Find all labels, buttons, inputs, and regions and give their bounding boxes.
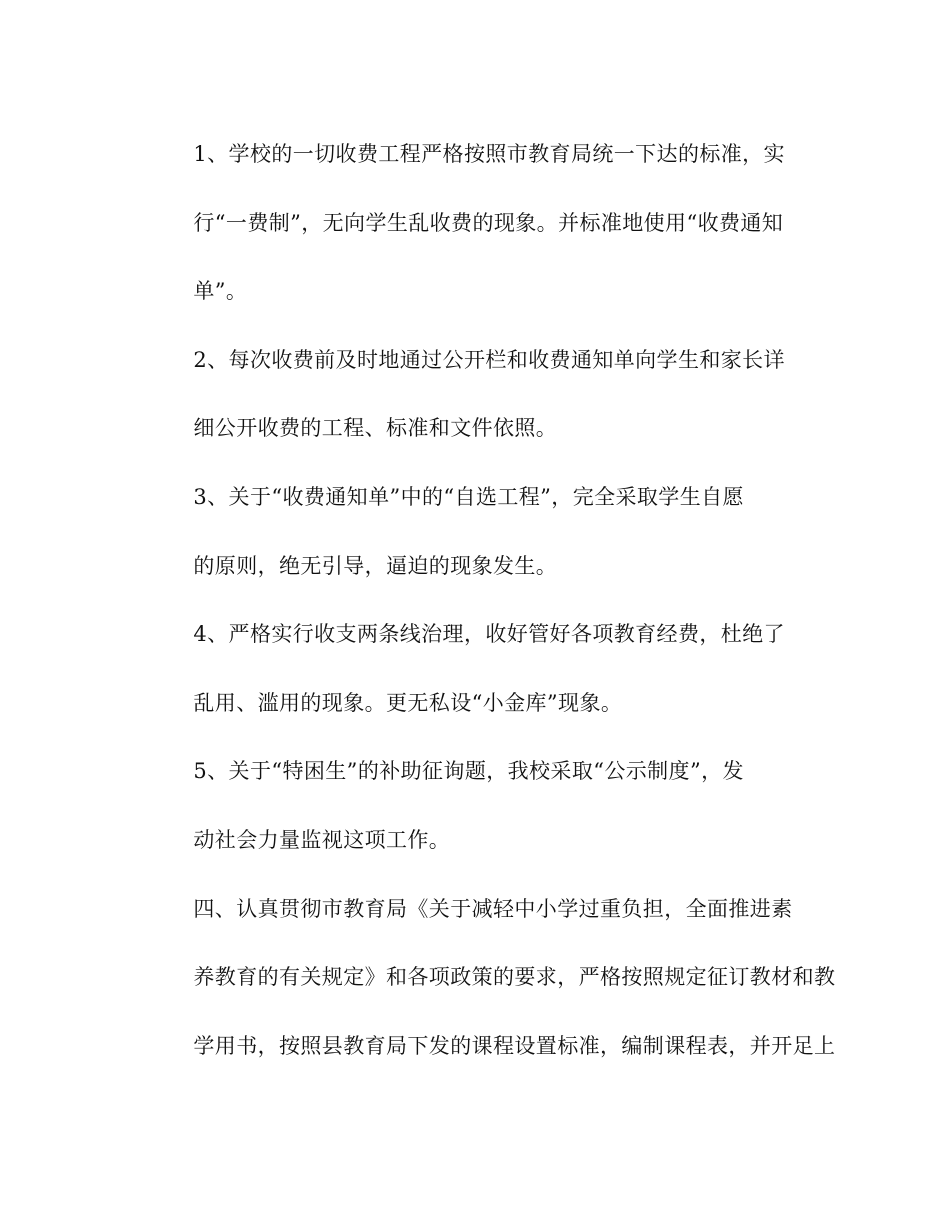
document-body	[143, 120, 836, 1080]
text-line: 的原则，绝无引导，逼迫的现象发生。	[193, 553, 558, 578]
text-line: 3、关于“收费通知单”中的“自选工程”，完全采取学生自愿	[193, 484, 744, 509]
text-line: 2、每次收费前及时地通过公开栏和收费通知单向学生和家长详	[193, 347, 785, 372]
text-line: 学用书，按照县教育局下发的课程设置标准，编制课程表，并开足上	[193, 1033, 836, 1058]
text-line: 4、严格实行收支两条线治理，收好管好各项教育经费，杜绝了	[193, 622, 785, 647]
text-line: 动社会力量监视这项工作。	[193, 827, 451, 852]
paragraph-fund-management	[143, 600, 809, 737]
paragraph-burden-reduction	[143, 875, 836, 1081]
text-line: 行“一费制”，无向学生乱收费的现象。并标准地使用“收费通知	[193, 210, 784, 235]
text-line: 细公开收费的工程、标准和文件依照。	[193, 416, 558, 441]
text-line: 养教育的有关规定》和各项政策的要求，严格按照规定征订教材和教	[193, 965, 836, 990]
paragraph-optional-items	[143, 463, 809, 600]
paragraph-fee-disclosure	[143, 326, 809, 463]
text-line: 1、学校的一切收费工程严格按照市教育局统一下达的标准，实	[193, 142, 785, 166]
paragraph-fee-standard	[143, 120, 809, 326]
text-line: 四、认真贯彻市教育局《关于减轻中小学过重负担，全面推进素	[193, 896, 793, 921]
text-line: 乱用、滥用的现象。更无私设“小金库”现象。	[193, 690, 623, 715]
text-line: 5、关于“特困生”的补助征询题，我校采取“公示制度”，发	[193, 759, 744, 784]
paragraph-student-subsidy	[143, 737, 809, 874]
text-line: 单”。	[193, 279, 248, 304]
